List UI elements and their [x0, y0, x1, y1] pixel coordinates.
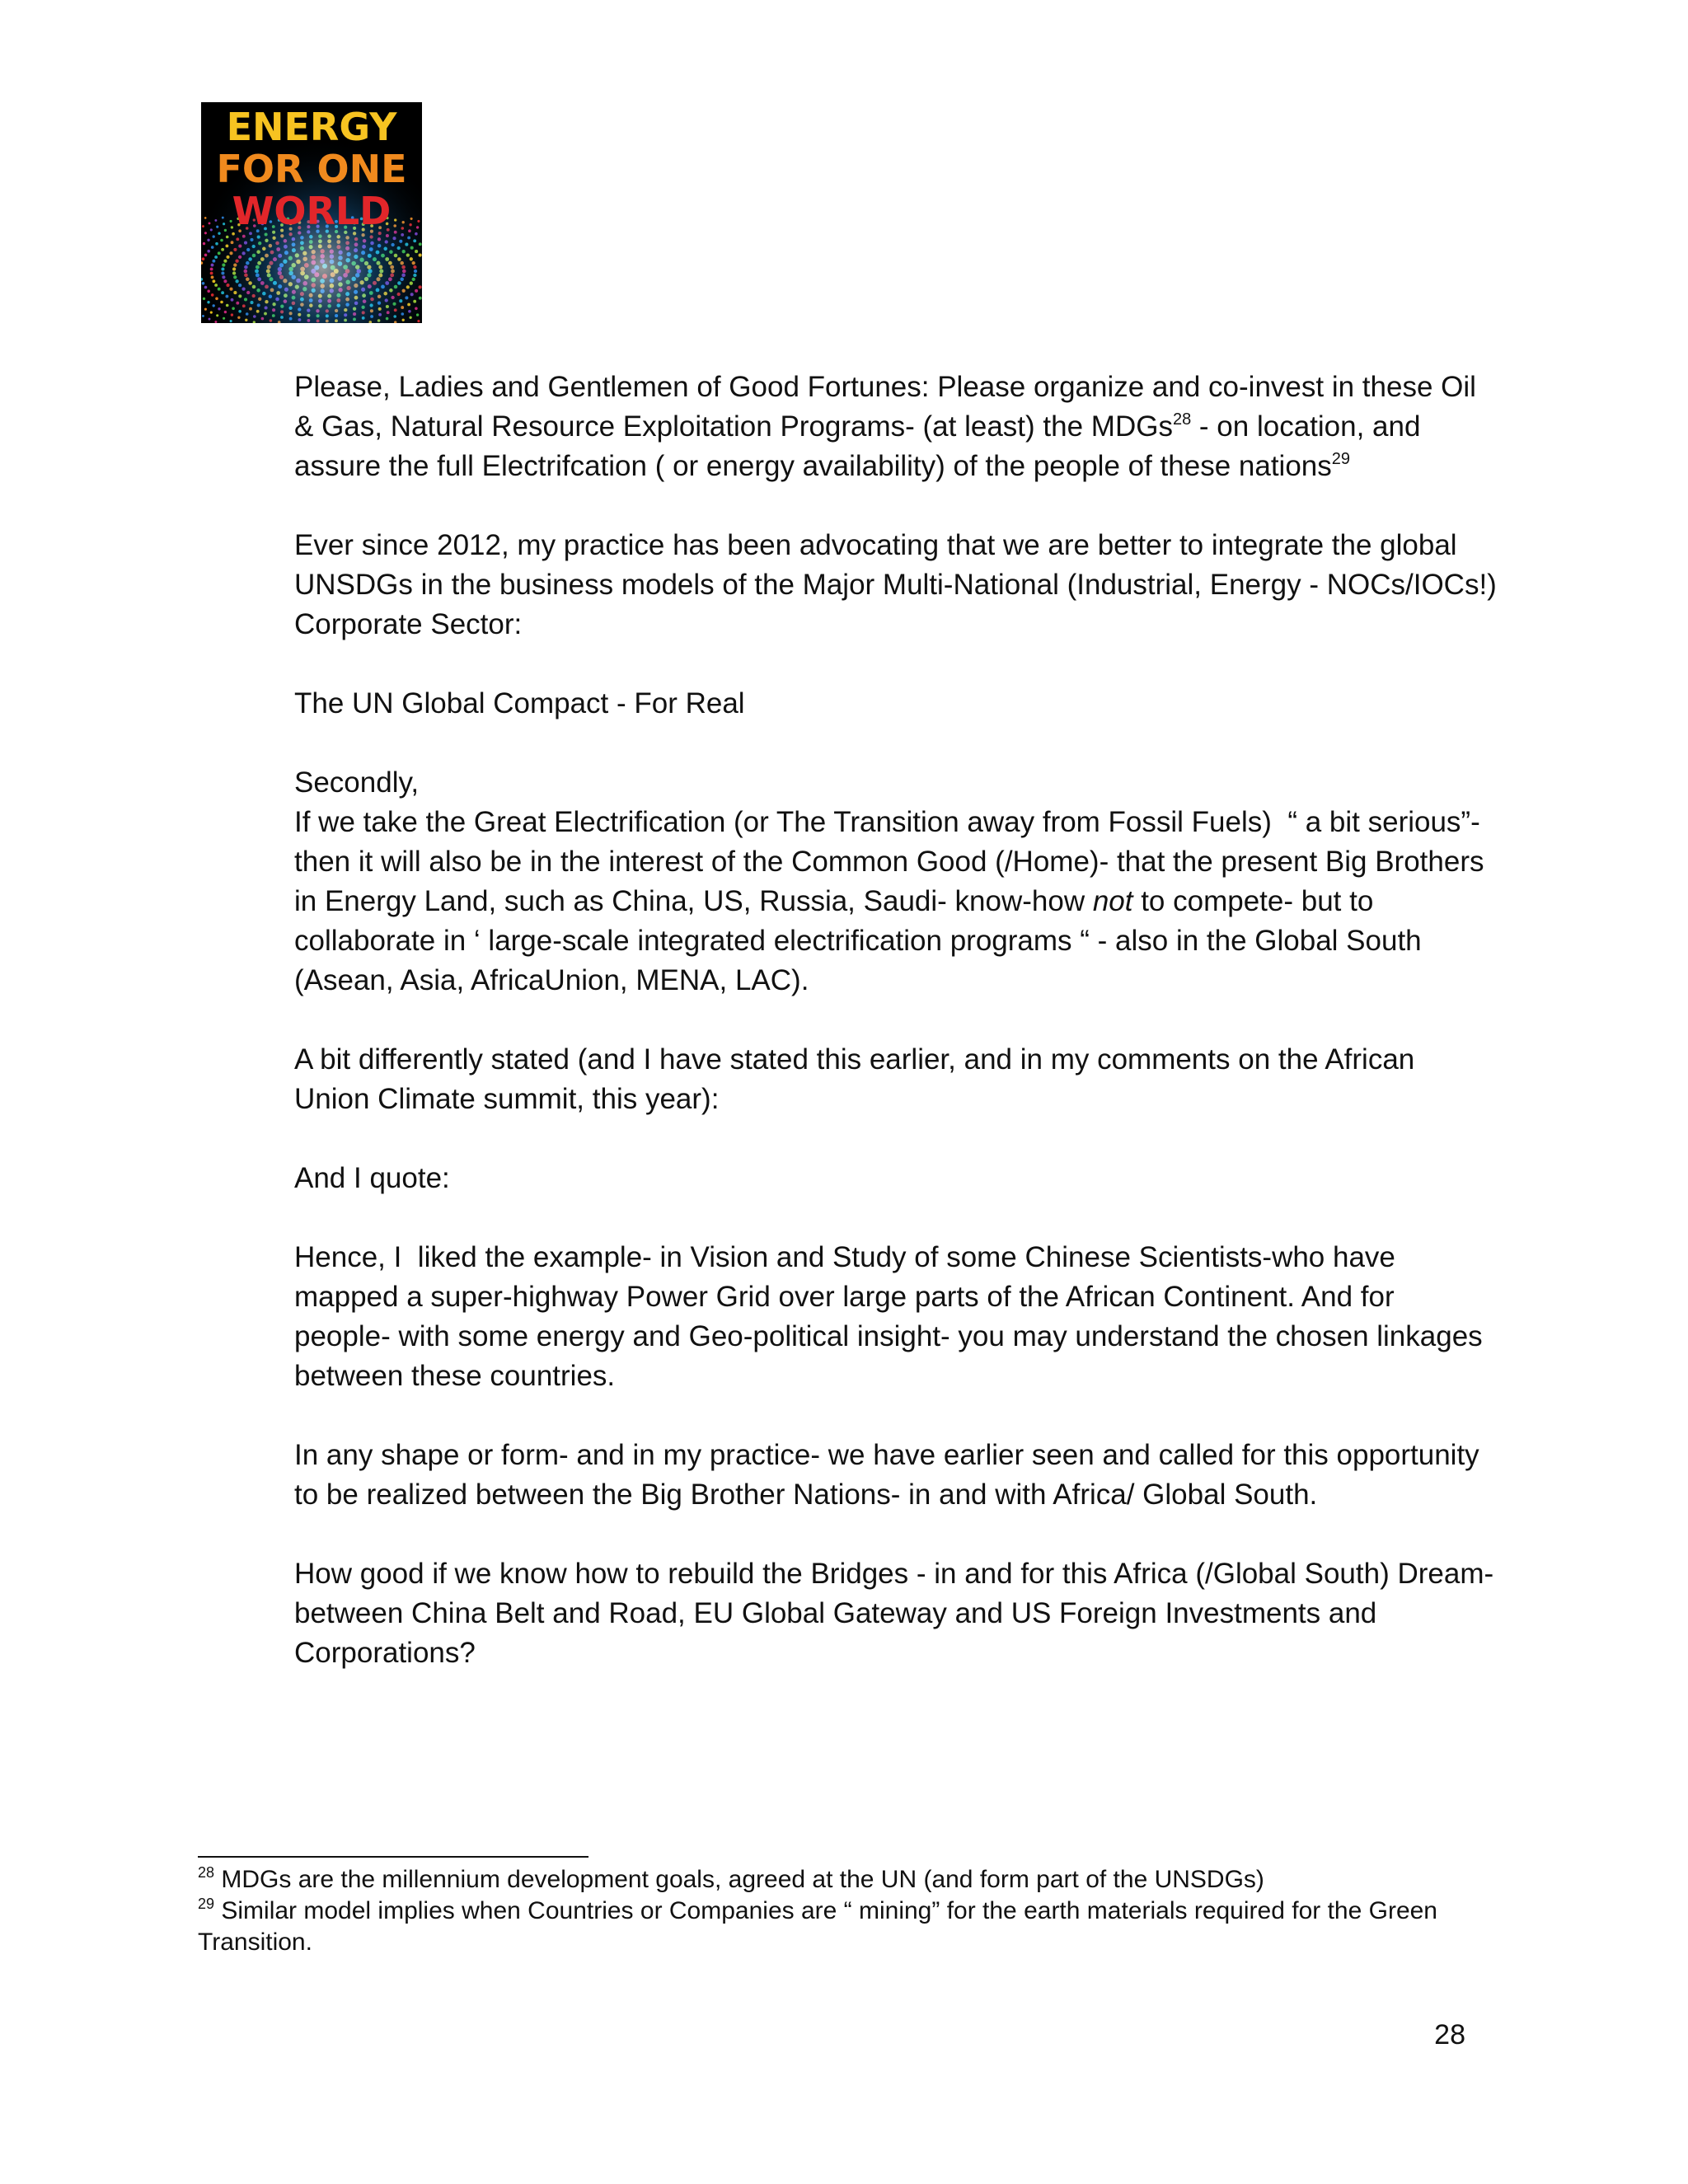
energy-for-one-world-logo	[201, 102, 422, 323]
paragraph-5: A bit differently stated (and I have stated this earlier, and in my comments on the African Union Climate summit, this year):	[294, 1043, 1423, 1115]
paragraph-4-lead: Secondly,	[294, 766, 420, 799]
footnote-29: $^{29}$ Similar model implies when Countries or Companies are “ mining” for the earth materials required for the Green Transition.	[198, 1896, 1437, 1956]
paragraph-4: If we take the Great Electrification (or The Transition away from Fossil Fuels) “ a bit serious”- then it will also be in the interest of the Common Good (/Home)- that the present Big Brothers in Energy Land, such as China, US, Russia, Saudi- know-how not to compete- but to collaborate in ‘ large-scale integrated electrification programs “ - also in the Global South (Asean, Asia, AfricaUnion, MENA, LAC).	[294, 806, 1493, 996]
paragraph-7: Hence, I liked the example- in Vision and Study of some Chinese Scientists-who have mapped a super-highway Power Grid over large parts of the African Continent. And for people- with some energy and Geo-political insight- you may understand the chosen linkages between these countries.	[294, 1241, 1491, 1392]
paragraph-9: How good if we know how to rebuild the Bridges - in and for this Africa (/Global South) Dream- between China Belt and Road, EU Global Gateway and US Foreign Investments and Corporations?	[294, 1558, 1502, 1669]
footnote-28: $^{28}$ MDGs are the millennium development goals, agreed at the UN (and form part of the UNSDGs)	[198, 1864, 1264, 1893]
paragraph-1: Please, Ladies and Gentlemen of Good Fortunes: Please organize and co-invest in these Oil & Gas, Natural Resource Exploitation Programs- (at least) the MDGs$^{28}$ - on location, and assure the full Electrifcation ( or energy availability) of the people of these nations$^{29}$	[294, 371, 1484, 482]
logo-line1: ENERGY	[226, 105, 397, 149]
paragraph-6: And I quote:	[294, 1162, 450, 1194]
body-text	[294, 368, 1505, 1713]
paragraph-8: In any shape or form- and in my practice- we have earlier seen and called for this opportunity to be realized between the Big Brother Nations- in and with Africa/ Global South.	[294, 1439, 1488, 1511]
footnote-separator	[198, 1856, 588, 1858]
emphasis-not: not	[1092, 885, 1133, 917]
footnotes	[198, 1864, 1517, 1958]
footnote-ref-28[interactable]: 28	[1172, 410, 1192, 429]
footnote-ref-29[interactable]: 29	[1331, 450, 1351, 468]
logo-graphic	[201, 102, 422, 323]
logo-line2: FOR ONE	[216, 147, 407, 191]
logo-line3: WORLD	[232, 189, 392, 233]
paragraph-3: The UN Global Compact - For Real	[294, 687, 745, 719]
paragraph-2: Ever since 2012, my practice has been advocating that we are better to integrate the global UNSDGs in the business models of the Major Multi-National (Industrial, Energy - NOCs/IOCs!) Corporate Sector:	[294, 529, 1505, 640]
page-number: 28	[1434, 2019, 1465, 2050]
